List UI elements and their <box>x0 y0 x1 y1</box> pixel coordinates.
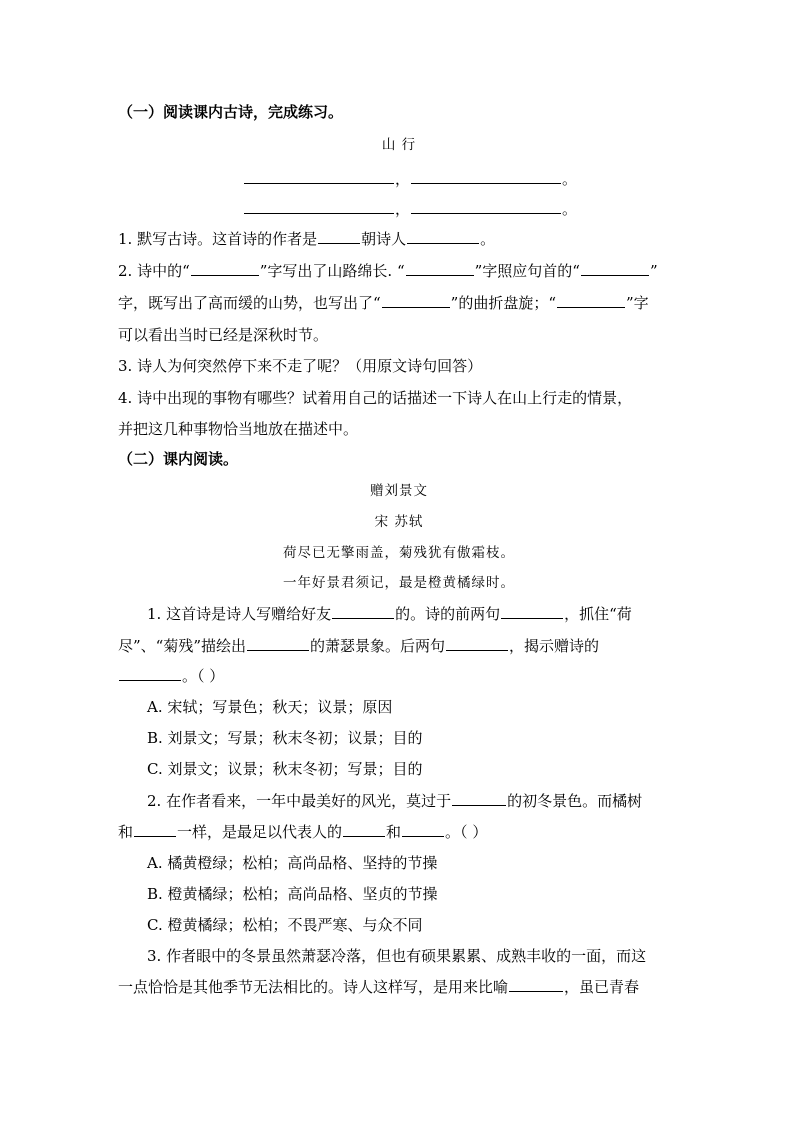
answer-blank[interactable] <box>134 822 176 837</box>
poem2-line-1: 荷尽已无擎雨盖，菊残犹有傲霜枝。 <box>283 545 515 561</box>
poem1-blank-line-1: ， 。 <box>243 169 577 189</box>
s1-question-4-line-2: 并把这几种事物恰当地放在描述中。 <box>118 420 359 438</box>
answer-blank[interactable] <box>452 791 506 806</box>
s2-question-1-line-3: 。（ ） <box>118 666 224 686</box>
poem2-author: 宋 苏轼 <box>374 514 424 530</box>
s2-question-1-line-1: 1. 这首诗是诗人写赠给好友 的。诗的前两句 ，抓住“荷 <box>147 605 632 623</box>
answer-blank[interactable] <box>406 261 474 276</box>
poem1-title: 山 行 <box>381 137 417 153</box>
poem1-blank-line-2: ， 。 <box>243 199 577 219</box>
poem2-title: 赠刘景文 <box>370 483 428 499</box>
section2-heading: （二）课内阅读。 <box>118 450 239 468</box>
answer-blank[interactable] <box>446 636 508 651</box>
s2-question-3-line-2: 一点恰恰是其他季节无法相比的。诗人这样写，是用来比喻 ，虽已青春 <box>118 978 640 996</box>
answer-blank[interactable] <box>318 229 360 244</box>
s2-q2-option-a[interactable]: A. 橘黄橙绿；松柏；高尚品格、坚持的节操 <box>147 854 438 872</box>
answer-blank[interactable] <box>402 822 444 837</box>
answer-blank[interactable] <box>119 666 181 681</box>
s1-question-4-line-1: 4. 诗中出现的事物有哪些？试着用自己的话描述一下诗人在山上行走的情景， <box>118 389 633 407</box>
s2-q2-option-c[interactable]: C. 橙黄橘绿；松柏；不畏严寒、与众不同 <box>147 916 423 934</box>
s2-q1-option-b[interactable]: B. 刘景文；写景；秋末冬初；议景；目的 <box>147 729 423 747</box>
s2-question-2-line-1: 2. 在作者看来，一年中最美好的风光，莫过于 的初冬景色。而橘树 <box>147 792 643 810</box>
answer-blank[interactable] <box>191 261 259 276</box>
s2-question-3-line-1: 3. 作者眼中的冬景虽然萧瑟冷落，但也有硕果累累、成熟丰收的一面，而这 <box>147 947 647 965</box>
s2-question-2-line-2: 和 一样，是最足以代表人的 和 。（ ） <box>118 823 488 841</box>
s2-q1-option-a[interactable]: A. 宋轼；写景色；秋天；议景；原因 <box>147 698 393 716</box>
s1-question-2-line-2: 字，既写出了高而缓的山势，也写出了“ ”的曲折盘旋；“ ”字 <box>118 294 649 312</box>
answer-blank[interactable] <box>332 604 394 619</box>
s2-q2-option-b[interactable]: B. 橙黄橘绿；松柏；高尚品格、坚贞的节操 <box>147 885 438 903</box>
answer-blank[interactable] <box>557 293 625 308</box>
answer-blank[interactable] <box>407 229 479 244</box>
answer-blank[interactable] <box>411 199 561 214</box>
answer-blank[interactable] <box>244 199 394 214</box>
answer-blank[interactable] <box>343 822 385 837</box>
s1-question-3: 3. 诗人为何突然停下来不走了呢？（用原文诗句回答） <box>118 357 483 375</box>
answer-blank[interactable] <box>509 977 563 992</box>
answer-blank[interactable] <box>581 261 649 276</box>
answer-blank[interactable] <box>244 169 394 184</box>
s2-question-1-line-2: 尽”、“菊残”描绘出 的萧瑟景象。后两句 ，揭示赠诗的 <box>118 637 600 655</box>
s1-question-2-line-3: 可以看出当时已经是深秋时节。 <box>118 326 329 344</box>
answer-blank[interactable] <box>411 169 561 184</box>
section1-heading: （一）阅读课内古诗，完成练习。 <box>118 103 344 121</box>
answer-blank[interactable] <box>382 293 450 308</box>
s1-question-2-line-1: 2. 诗中的“ ”字写出了山路绵长. “ ”字照应句首的“ ” <box>118 262 658 280</box>
s2-q1-option-c[interactable]: C. 刘景文；议景；秋末冬初；写景；目的 <box>147 760 423 778</box>
s1-question-1: 1. 默写古诗。这首诗的作者是 朝诗人 。 <box>118 230 496 248</box>
poem2-line-2: 一年好景君须记，最是橙黄橘绿时。 <box>283 575 515 591</box>
answer-blank[interactable] <box>501 604 563 619</box>
answer-blank[interactable] <box>247 636 309 651</box>
